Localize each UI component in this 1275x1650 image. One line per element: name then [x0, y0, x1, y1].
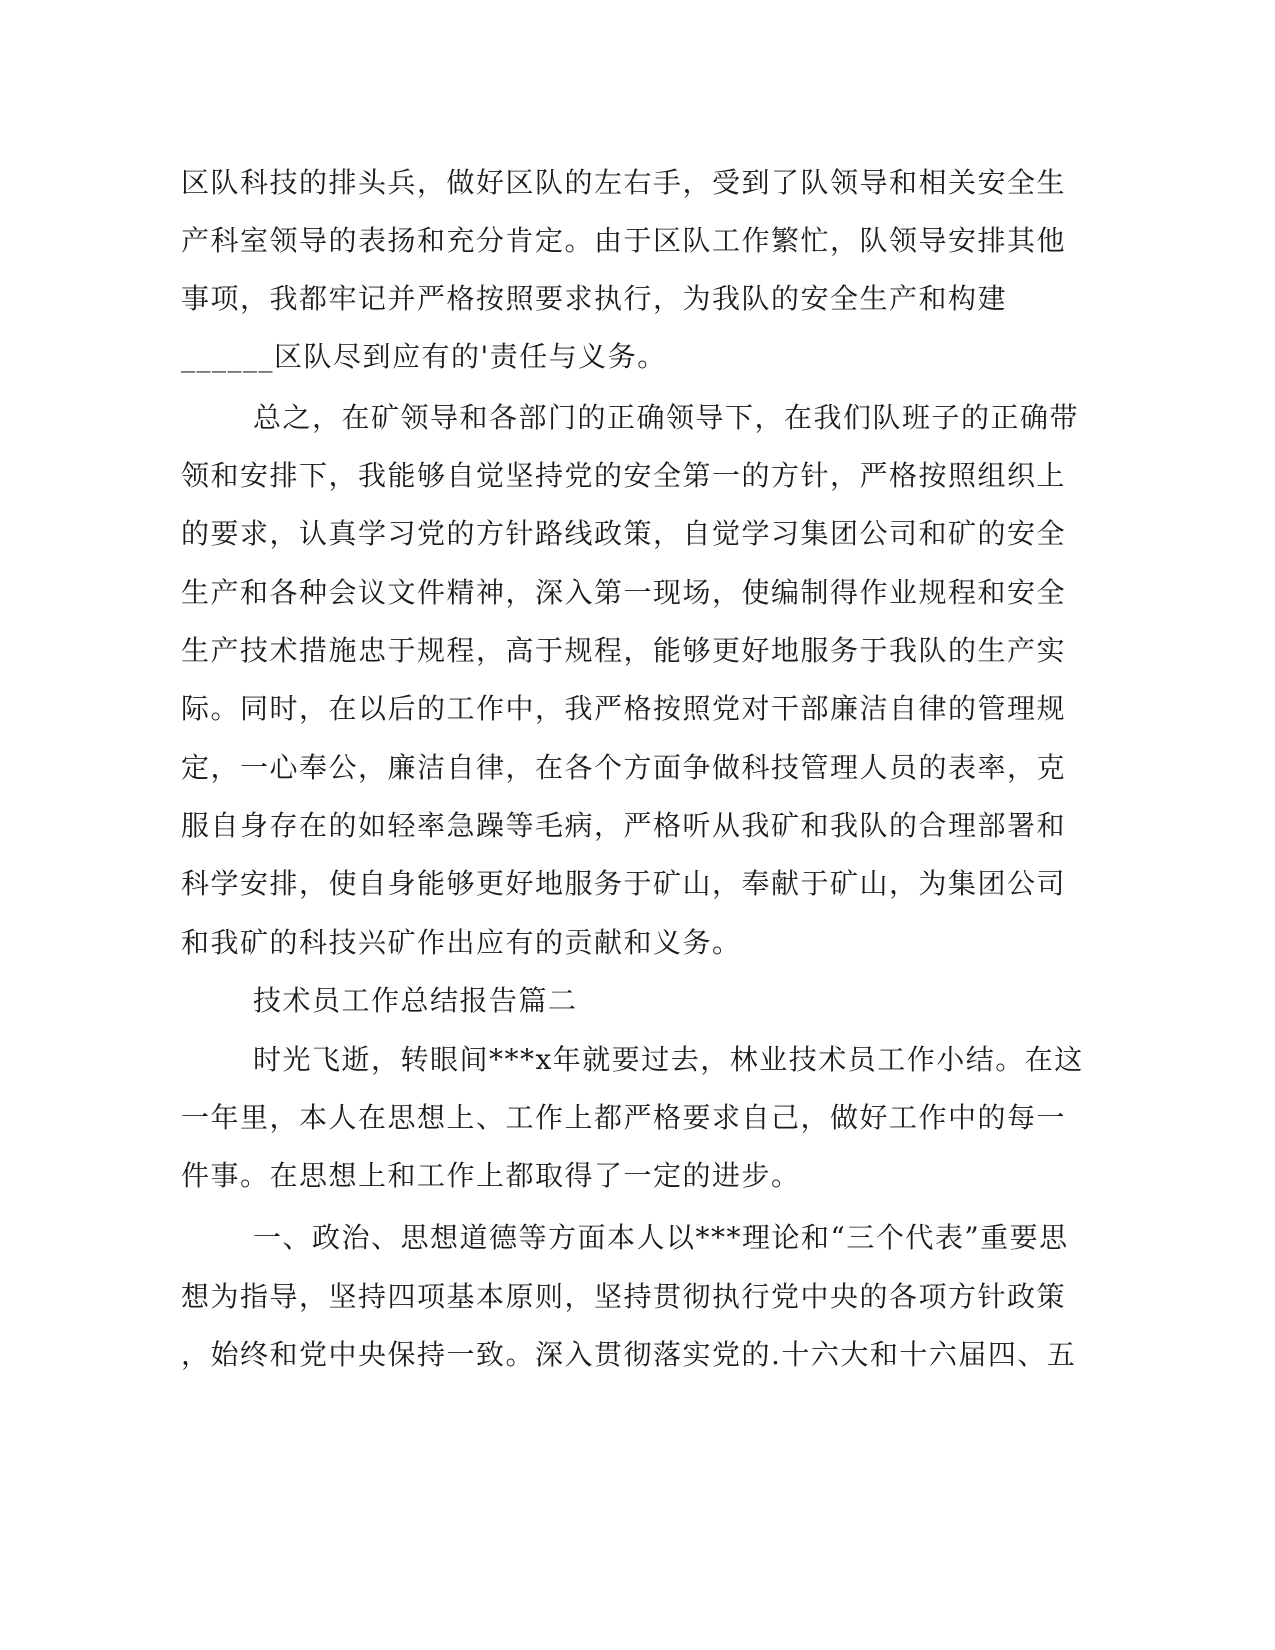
section-heading: 技术员工作总结报告篇二 — [253, 984, 578, 1017]
text-line: 定，一心奉公，廉洁自律，在各个方面争做科技管理人员的表率，克 — [181, 751, 1067, 784]
text-line: 服自身存在的如轻率急躁等毛病，严格听从我矿和我队的合理部署和 — [181, 809, 1067, 842]
text-line: 时光飞逝，转眼间***x年就要过去，林业技术员工作小结。在这 — [253, 1043, 1084, 1076]
text-line: 想为指导，坚持四项基本原则，坚持贯彻执行党中央的各项方针政策 — [181, 1280, 1067, 1313]
text-line: ______区队尽到应有的'责任与义务。 — [181, 340, 667, 373]
text-line: 生产和各种会议文件精神，深入第一现场，使编制得作业规程和安全 — [181, 576, 1067, 609]
text-line: 一、政治、思想道德等方面本人以***理论和“三个代表”重要思 — [253, 1221, 1069, 1254]
text-line: 和我矿的科技兴矿作出应有的贡献和义务。 — [181, 926, 742, 959]
text-line: 生产技术措施忠于规程，高于规程，能够更好地服务于我队的生产实 — [181, 634, 1067, 667]
text-line: 件事。在思想上和工作上都取得了一定的进步。 — [181, 1159, 801, 1192]
text-line: 的要求，认真学习党的方针路线政策，自觉学习集团公司和矿的安全 — [181, 517, 1067, 550]
text-line: 区队科技的排头兵，做好区队的左右手，受到了队领导和相关安全生 — [181, 166, 1067, 199]
text-line: 科学安排，使自身能够更好地服务于矿山，奉献于矿山，为集团公司 — [181, 867, 1067, 900]
text-line: 总之，在矿领导和各部门的正确领导下，在我们队班子的正确带 — [253, 401, 1080, 434]
text-line: 产科室领导的表扬和充分肯定。由于区队工作繁忙，队领导安排其他 — [181, 224, 1067, 257]
text-line: 一年里，本人在思想上、工作上都严格要求自己，做好工作中的每一 — [181, 1101, 1067, 1134]
text-line: 际。同时，在以后的工作中，我严格按照党对干部廉洁自律的管理规 — [181, 692, 1067, 725]
text-line: 领和安排下，我能够自觉坚持党的安全第一的方针，严格按照组织上 — [181, 459, 1067, 492]
text-line: 事项，我都牢记并严格按照要求执行，为我队的安全生产和构建 — [181, 282, 1008, 315]
text-line: ，始终和党中央保持一致。深入贯彻落实党的.十六大和十六届四、五 — [181, 1338, 1077, 1371]
